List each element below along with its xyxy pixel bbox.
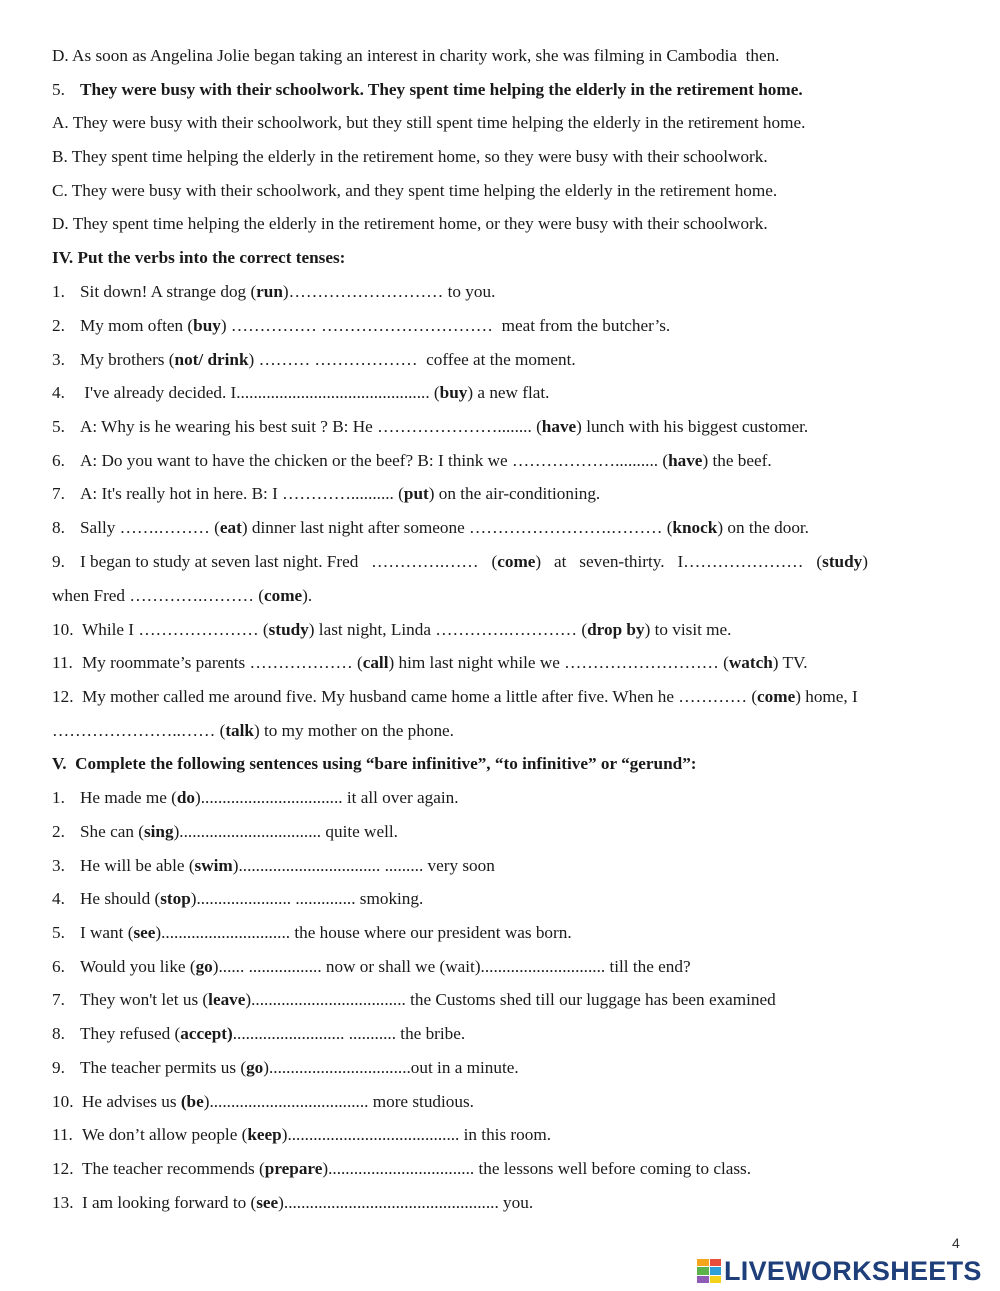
text-line: …………………..…… (talk) to my mother on the phone. — [52, 721, 454, 740]
text-line: 3. My brothers (not/ drink) ……… ……………… coffee at the moment. — [52, 350, 576, 369]
text-line: 12. The teacher recommends (prepare).................................. the lessons well before coming to class. — [52, 1159, 752, 1178]
text-line: 13. I am looking forward to (see).................................................. you. — [52, 1193, 534, 1212]
text-line: 5. A: Why is he wearing his best suit ? B: He …………………........ (have) lunch with his biggest customer. — [52, 417, 809, 436]
text-line: 7. A: It's really hot in here. B: I ………….......... (put) on the air-conditioning. — [52, 484, 601, 503]
text-line: C. They were busy with their schoolwork, and they spent time helping the elderly in the retirement home. — [52, 181, 778, 200]
text-line: 11. We don’t allow people (keep)........................................ in this room. — [52, 1125, 552, 1144]
text-line: 4. I've already decided. I............................................. (buy) a new flat. — [52, 383, 550, 402]
text-line: D. They spent time helping the elderly in the retirement home, or they were busy with their schoolwork. — [52, 214, 768, 233]
text-line: 6. Would you like (go)...... ................. now or shall we (wait)............................. till the end? — [52, 957, 691, 976]
text-line: 9. I began to study at seven last night. Fred ………….…… (come) at seven-thirty. I………………… (study) — [52, 552, 868, 571]
logo-text: LIVEWORKSHEETS — [724, 1255, 982, 1286]
text-line: B. They spent time helping the elderly in the retirement home, so they were busy with their schoolwork. — [52, 147, 768, 166]
text-line: 2. She can (sing)................................. quite well. — [52, 822, 398, 841]
text-line: 10. He advises us (be)..................................... more studious. — [52, 1092, 474, 1111]
page-number: 4 — [952, 1235, 960, 1251]
text-line: 9. The teacher permits us (go).................................out in a minute. — [52, 1058, 519, 1077]
liveworksheets-logo — [697, 1254, 982, 1288]
text-line: 11. My roommate’s parents ……………… (call) him last night while we ……………………… (watch) TV. — [52, 653, 808, 672]
text-line: 2. My mom often (buy) …………… ………………………… meat from the butcher’s. — [52, 316, 671, 335]
text-line: 3. He will be able (swim)................................. ......... very soon — [52, 856, 495, 875]
text-line: 5. They were busy with their schoolwork. They spent time helping the elderly in the retirement home. — [52, 80, 803, 99]
logo-blocks-icon — [697, 1259, 721, 1283]
text-line: 12. My mother called me around five. My husband came home a little after five. When he ………… (come) home, I — [52, 687, 858, 706]
text-line: D. As soon as Angelina Jolie began taking an interest in charity work, she was filming in Cambodia then. — [52, 46, 780, 65]
text-line: A. They were busy with their schoolwork, but they still spent time helping the elderly in the retirement home. — [52, 113, 806, 132]
text-line: 6. A: Do you want to have the chicken or the beef? B: I think we ……………….......... (have) the beef. — [52, 451, 772, 470]
text-line: 1. He made me (do)................................. it all over again. — [52, 788, 459, 807]
text-line: 1. Sit down! A strange dog (run)……………………… to you. — [52, 282, 496, 301]
text-line: 8. They refused (accept).......................... ........... the bribe. — [52, 1024, 466, 1043]
text-line: 4. He should (stop)...................... .............. smoking. — [52, 889, 424, 908]
text-line: 10. While I ………………… (study) last night, Linda ………….………… (drop by) to visit me. — [52, 620, 732, 639]
text-line: 5. I want (see).............................. the house where our president was born. — [52, 923, 572, 942]
text-line: V. Complete the following sentences using “bare infinitive”, “to infinitive” or “gerund”: — [52, 754, 697, 773]
text-line: IV. Put the verbs into the correct tenses: — [52, 248, 346, 267]
text-line: 7. They won't let us (leave).................................... the Customs shed till our luggage has been examined — [52, 990, 776, 1009]
text-line: when Fred ………….……… (come). — [52, 586, 313, 605]
text-line: 8. Sally …….……… (eat) dinner last night after someone …………………….……… (knock) on the door. — [52, 518, 809, 537]
